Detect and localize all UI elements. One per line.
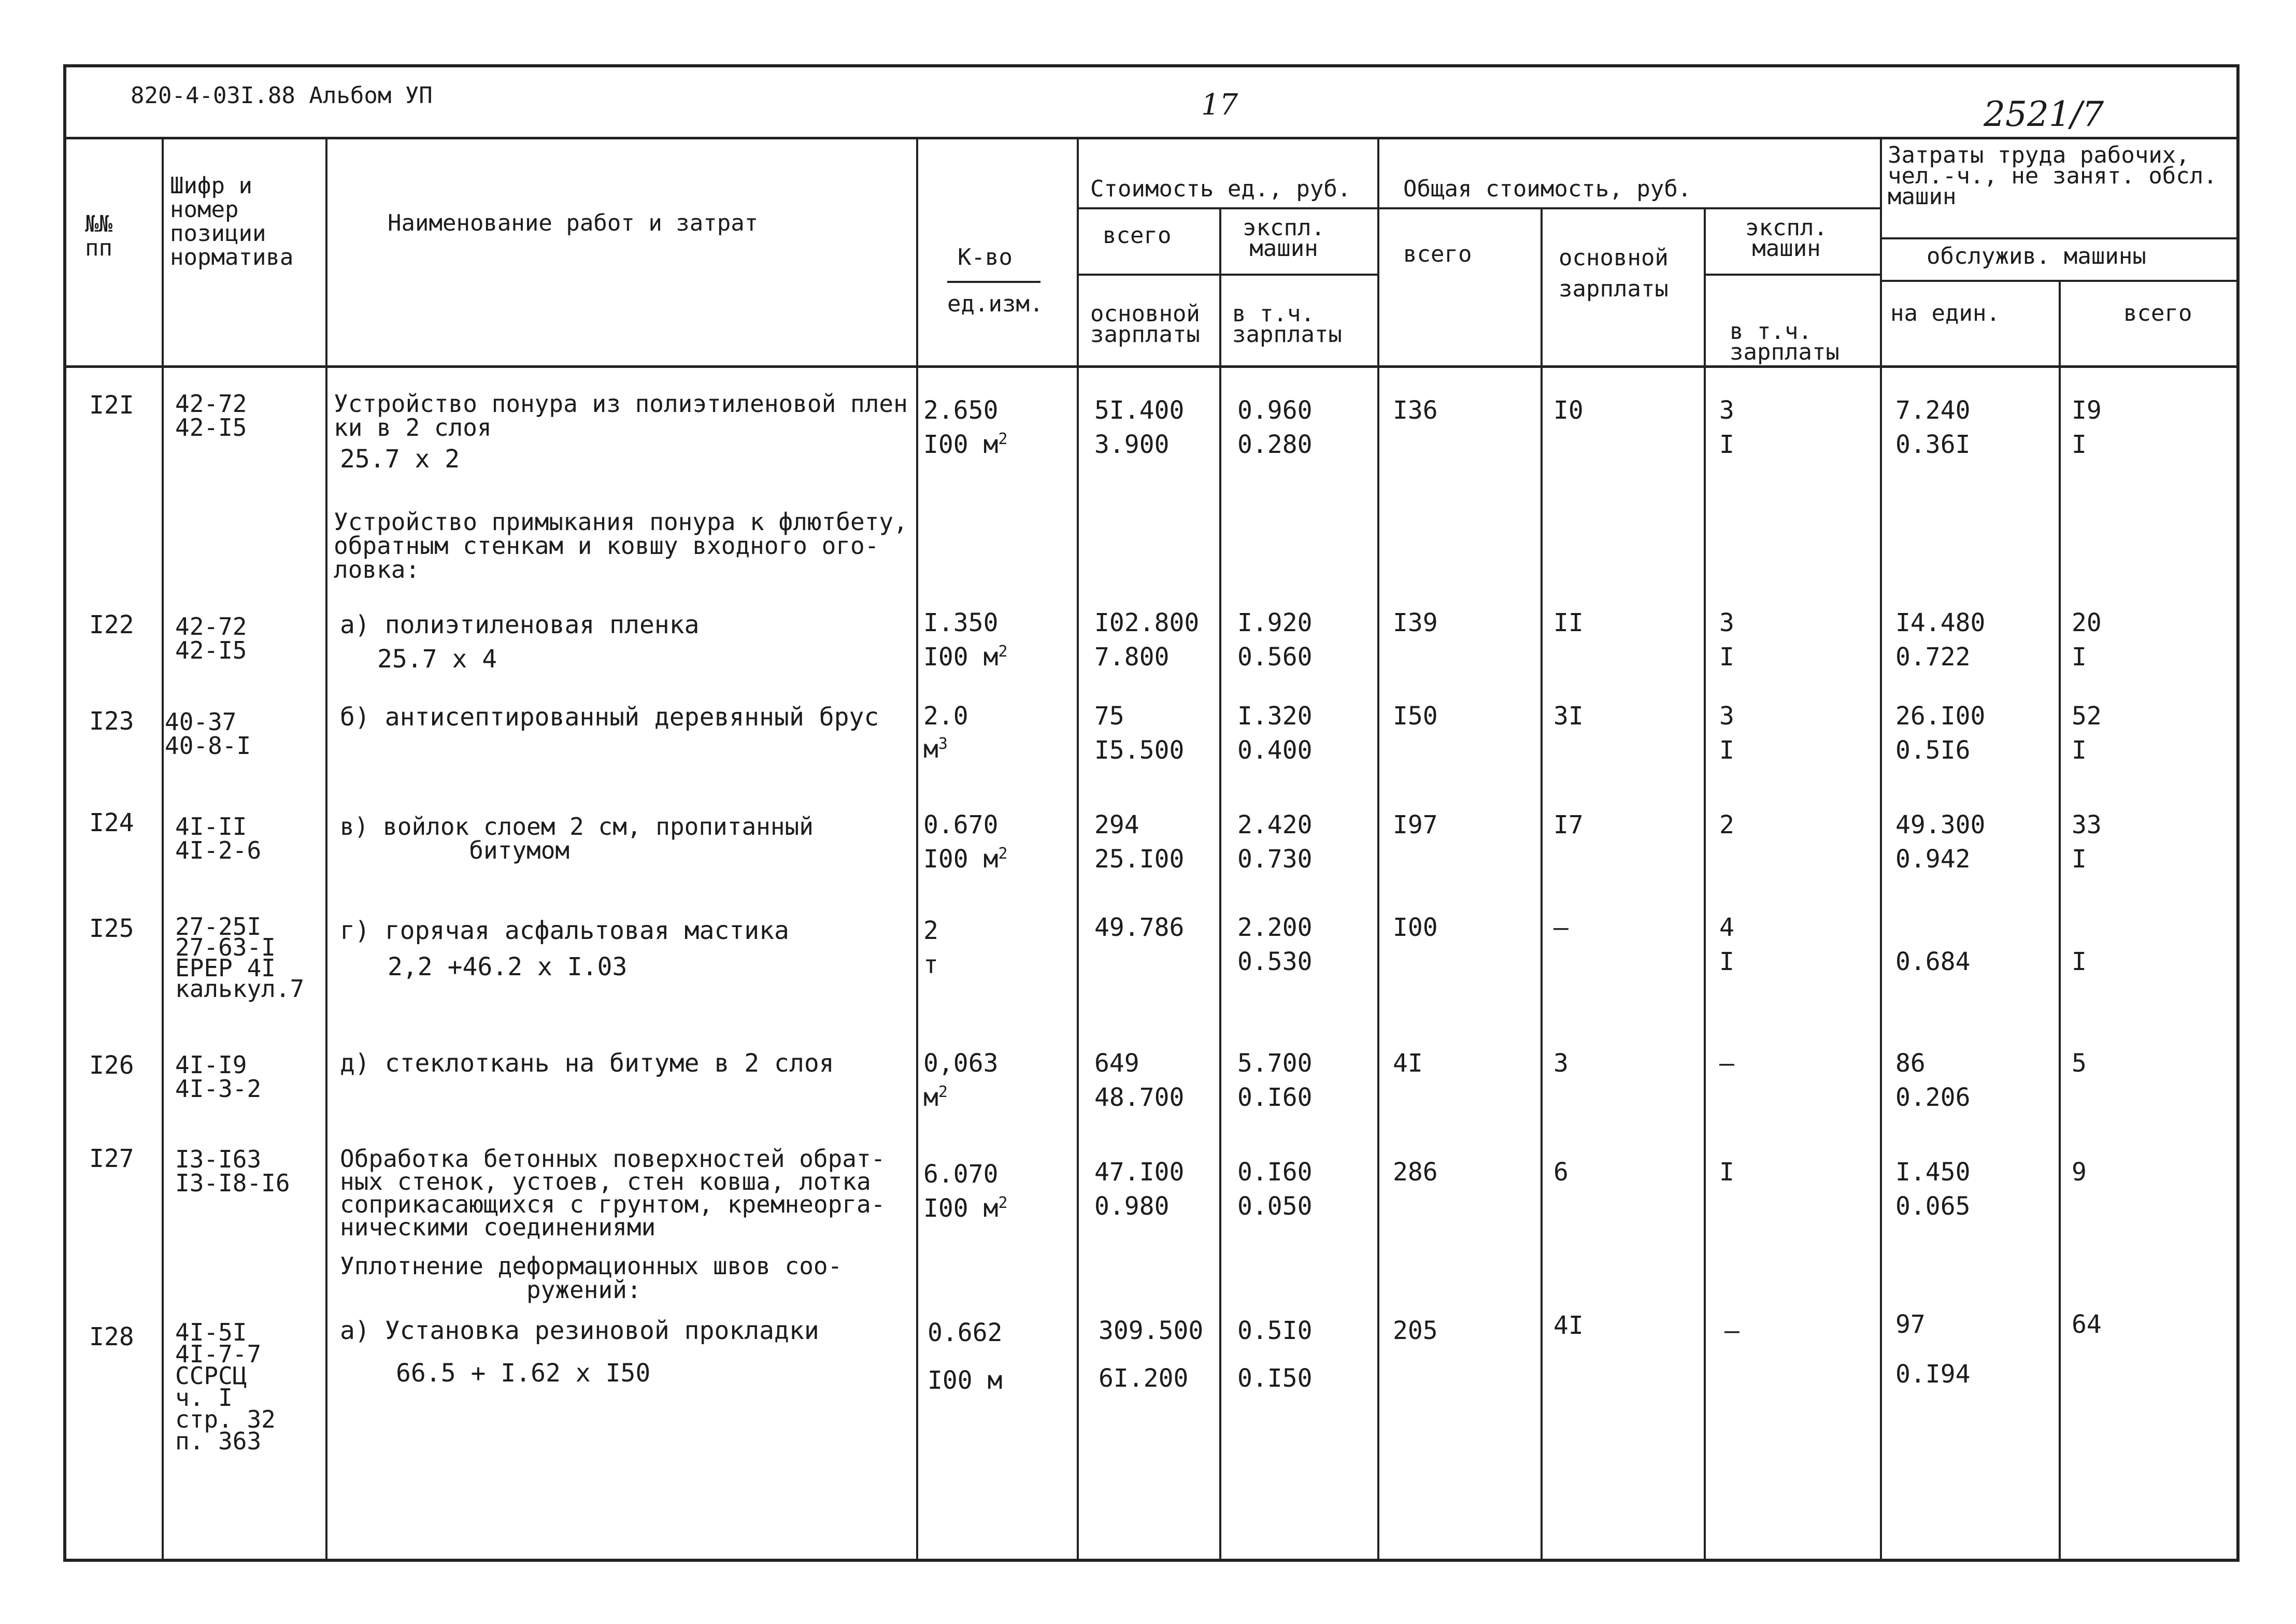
row-labor-total: 52 [2072, 702, 2102, 731]
row-unit-wage: 3.900 [1094, 430, 1170, 459]
row-calc: 2,2 +46.2 x I.03 [388, 952, 628, 981]
grid-line [916, 137, 918, 1562]
row-unit: I00 $м^2$ [923, 845, 1008, 874]
row-total-mach-wage: I [1719, 947, 1734, 976]
row-total-wage: 4I [1553, 1311, 1584, 1340]
row-unit: $м^3$ [923, 735, 948, 764]
row-code: 42-72 42-I5 [175, 612, 247, 664]
row-total: I97 [1393, 810, 1438, 839]
row-unit-total: 649 [1094, 1049, 1139, 1078]
row-name: д) стеклоткань на битуме в 2 слоя [340, 1049, 834, 1078]
row-labor-unit-serv: 0.684 [1895, 947, 1971, 976]
grid-line [1219, 207, 1221, 1562]
col-header-code: Шифр и номер позиции норматива [170, 173, 294, 270]
row-unit-wage: 6I.200 [1099, 1364, 1189, 1393]
row-labor-unit: I.450 [1895, 1158, 1971, 1187]
row-total-mach: 3 [1719, 702, 1734, 731]
row-labor-unit: 97 [1895, 1310, 1926, 1339]
row-unit-total: I02.800 [1094, 608, 1200, 637]
row-labor-unit-serv: 0.065 [1895, 1192, 1971, 1221]
row-labor-unit-serv: 0.5I6 [1895, 736, 1971, 765]
row-qty: 0,063 [923, 1049, 999, 1078]
row-name: Обработка бетонных поверхностей обрат- ных стенок, устоев, стен ковша, лотка соприкасающихся с грунтом, кремнеорга- ническими соединениями [340, 1145, 886, 1241]
row-unit: I00 $м^2$ [923, 430, 1008, 459]
row-num: I28 [89, 1322, 134, 1351]
row-total: 286 [1393, 1158, 1438, 1187]
row-code: I3-I63 I3-I8-I6 [175, 1145, 290, 1197]
row-unit-mach: 0.960 [1237, 396, 1313, 425]
grid-line [325, 137, 327, 1562]
row-name: г) горячая асфальтовая мастика [340, 916, 789, 945]
col-header-labor-serv: обслужив. машины [1927, 243, 2146, 269]
row-unit-mach: I.920 [1237, 608, 1313, 637]
row-total: 4I [1393, 1049, 1423, 1078]
row-qty: 6.070 [923, 1160, 999, 1189]
row-labor-total-serv: I [2072, 430, 2087, 459]
col-header-total-wage: основной зарплаты [1559, 245, 1668, 302]
col-header-unit-cost: Стоимость ед., руб. [1090, 176, 1351, 202]
grid-line [1077, 207, 1377, 209]
row-calc: 25.7 x 4 [377, 645, 497, 674]
group-title: Устройство примыкания понура к флютбету, обратным стенкам и ковшу входного ого- ловка: [334, 508, 908, 583]
group-title: Уплотнение деформационных швов соо- ружений: [340, 1252, 843, 1304]
row-total-mach-wage: I [1719, 643, 1734, 672]
row-total-wage: 3I [1553, 702, 1584, 731]
row-name: б) антисептированный деревянный брус [340, 703, 879, 732]
grid-line [1880, 237, 2240, 239]
col-header-labor-unit: на един. [1890, 300, 2000, 326]
row-unit-total: 5I.400 [1094, 396, 1185, 425]
row-unit-total: 49.786 [1094, 913, 1185, 942]
row-labor-unit: 49.300 [1895, 810, 1986, 839]
row-labor-total: 20 [2072, 608, 2102, 637]
row-total-mach: 3 [1719, 396, 1734, 425]
row-calc: 25.7 x 2 [340, 445, 460, 474]
sheet-id: 2521/7 [1984, 94, 2104, 134]
row-unit: I00 $м^2$ [923, 1194, 1008, 1223]
row-total-wage: I0 [1553, 396, 1584, 425]
row-labor-unit-serv: 0.942 [1895, 845, 1971, 874]
row-total: I36 [1393, 396, 1438, 425]
row-labor-unit-serv: 0.722 [1895, 643, 1971, 672]
row-unit-mach: 2.200 [1237, 913, 1313, 942]
row-name: в) войлок слоем 2 см, пропитанный битумом [340, 813, 814, 864]
col-header-qty: К-во [958, 244, 1012, 270]
grid-line [1880, 280, 2240, 282]
col-header-total-mach: экспл. машин [1745, 215, 1828, 262]
grid-line [1880, 137, 1882, 1562]
row-code: 27-25I 27-63-I ЕРЕР 4I калькул.7 [175, 913, 305, 1003]
row-unit: I00 м [928, 1366, 1003, 1395]
col-header-unit: ед.изм. [947, 291, 1044, 317]
row-unit-mach: 0.5I0 [1237, 1316, 1313, 1345]
row-total-mach: I [1719, 1158, 1734, 1187]
row-labor-total-serv: I [2072, 736, 2087, 765]
row-unit: т [923, 950, 938, 979]
grid-line [162, 137, 164, 1562]
row-labor-total: 64 [2072, 1310, 2102, 1339]
row-unit-total: 294 [1094, 810, 1139, 839]
row-unit: I00 $м^2$ [923, 643, 1008, 672]
row-qty: I.350 [923, 608, 999, 637]
row-labor-total: I9 [2072, 396, 2102, 425]
row-labor-unit-serv: 0.I94 [1895, 1360, 1971, 1389]
row-labor-unit-serv: 0.206 [1895, 1083, 1971, 1112]
row-unit-wage: 48.700 [1094, 1083, 1185, 1112]
row-num: I26 [89, 1051, 134, 1080]
grid-line [1377, 207, 1880, 209]
row-total-wage: – [1553, 913, 1568, 942]
row-qty: 2.650 [923, 396, 999, 425]
row-unit-mach-wage: 0.400 [1237, 736, 1313, 765]
row-labor-total-serv: I [2072, 845, 2087, 874]
row-qty: 0.662 [928, 1318, 1003, 1347]
header-bottom-line [66, 365, 2236, 368]
grid-line [1704, 207, 1706, 1562]
page-number: 17 [1201, 88, 1238, 122]
row-unit-mach-wage: 0.730 [1237, 845, 1313, 874]
grid-line [1704, 274, 1880, 276]
col-header-labor-total: всего [2123, 300, 2192, 326]
row-num: I23 [89, 707, 134, 736]
row-unit: $м^2$ [923, 1083, 948, 1112]
row-total-mach: – [1724, 1316, 1739, 1345]
row-total: I00 [1393, 913, 1438, 942]
row-name: а) Установка резиновой прокладки [340, 1316, 819, 1345]
row-labor-total-serv: I [2072, 643, 2087, 672]
document-sheet [63, 64, 2240, 1562]
row-unit-mach-wage: 0.I60 [1237, 1083, 1313, 1112]
row-labor-unit: 86 [1895, 1049, 1926, 1078]
row-total-wage: 3 [1553, 1049, 1568, 1078]
row-qty: 2.0 [923, 702, 968, 731]
row-total-wage: 6 [1553, 1158, 1568, 1187]
row-unit-wage: I5.500 [1094, 736, 1185, 765]
row-code: 40-37 40-8-I [165, 708, 251, 760]
qty-fraction-line [947, 281, 1040, 283]
col-header-unit-mach-wage: в т.ч. зарплаты [1232, 301, 1342, 348]
row-unit-mach: 5.700 [1237, 1049, 1313, 1078]
col-header-total-cost: Общая стоимость, руб. [1403, 176, 1692, 202]
row-labor-unit-serv: 0.36I [1895, 430, 1971, 459]
album-code: 820-4-03I.88 Альбом УП [131, 82, 433, 109]
row-unit-mach-wage: 0.050 [1237, 1192, 1313, 1221]
row-total-mach: 4 [1719, 913, 1734, 942]
grid-line [1377, 137, 1379, 1562]
row-num: I24 [89, 808, 134, 837]
grid-line [1077, 274, 1377, 276]
row-qty: 0.670 [923, 810, 999, 839]
col-header-name: Наименование работ и затрат [388, 210, 759, 236]
row-unit-mach-wage: 0.280 [1237, 430, 1313, 459]
row-unit-mach: 2.420 [1237, 810, 1313, 839]
row-labor-total: 33 [2072, 810, 2102, 839]
row-labor-unit: I4.480 [1895, 608, 1986, 637]
grid-line [2059, 280, 2061, 1562]
row-unit-wage: 7.800 [1094, 643, 1170, 672]
row-total-wage: I7 [1553, 810, 1584, 839]
row-unit-total: 309.500 [1099, 1316, 1204, 1345]
col-header-total-all: всего [1403, 241, 1472, 267]
row-total-mach: – [1719, 1049, 1734, 1078]
row-qty: 2 [923, 916, 938, 945]
row-num: I22 [89, 610, 134, 639]
row-total-wage: II [1553, 608, 1584, 637]
row-labor-unit: 26.I00 [1895, 702, 1986, 731]
row-total: 205 [1393, 1316, 1438, 1345]
row-labor-total-serv: I [2072, 947, 2087, 976]
col-header-unit-wage: основной зарплаты [1090, 301, 1200, 348]
row-code: 4I-5I 4I-7-7 ССРСЦ ч. I стр. 32 п. 363 [175, 1318, 276, 1455]
row-unit-mach: I.320 [1237, 702, 1313, 731]
row-num: I27 [89, 1144, 134, 1173]
row-unit-wage: 0.980 [1094, 1192, 1170, 1221]
row-total-mach: 2 [1719, 810, 1734, 839]
col-header-num: №№ пп [85, 211, 112, 261]
row-code: 4I-I9 4I-3-2 [175, 1051, 262, 1103]
row-num: I2I [89, 391, 134, 420]
row-unit-total: 75 [1094, 702, 1124, 731]
row-unit-mach-wage: 0.560 [1237, 643, 1313, 672]
row-name: а) полиэтиленовая пленка [340, 610, 700, 639]
row-total: I39 [1393, 608, 1438, 637]
row-code: 4I-II 4I-2-6 [175, 813, 262, 864]
row-labor-total: 9 [2072, 1158, 2087, 1187]
row-total-mach-wage: I [1719, 736, 1734, 765]
row-total-mach: 3 [1719, 608, 1734, 637]
row-unit-total: 47.I00 [1094, 1158, 1185, 1187]
row-unit-mach: 0.I60 [1237, 1158, 1313, 1187]
row-num: I25 [89, 914, 134, 943]
row-name: Устройство понура из полиэтиленовой плен ки в 2 слоя [334, 390, 908, 441]
col-header-total-mach-wage: в т.ч. зарплаты [1730, 318, 1839, 365]
col-header-labor: Затраты труда рабочих, чел.-ч., не занят. обсл. машин [1888, 142, 2217, 210]
row-labor-unit: 7.240 [1895, 396, 1971, 425]
row-labor-total: 5 [2072, 1049, 2087, 1078]
grid-line [1077, 137, 1079, 1562]
row-total-mach-wage: I [1719, 430, 1734, 459]
row-unit-mach-wage: 0.I50 [1237, 1364, 1313, 1393]
row-calc: 66.5 + I.62 x I50 [396, 1359, 651, 1388]
row-unit-mach-wage: 0.530 [1237, 947, 1313, 976]
col-header-unit-total: всего [1103, 222, 1172, 249]
col-header-unit-mach: экспл. машин [1243, 215, 1325, 262]
row-unit-wage: 25.I00 [1094, 845, 1185, 874]
grid-line [1541, 207, 1543, 1562]
row-code: 42-72 42-I5 [175, 390, 247, 441]
row-total: I50 [1393, 702, 1438, 731]
